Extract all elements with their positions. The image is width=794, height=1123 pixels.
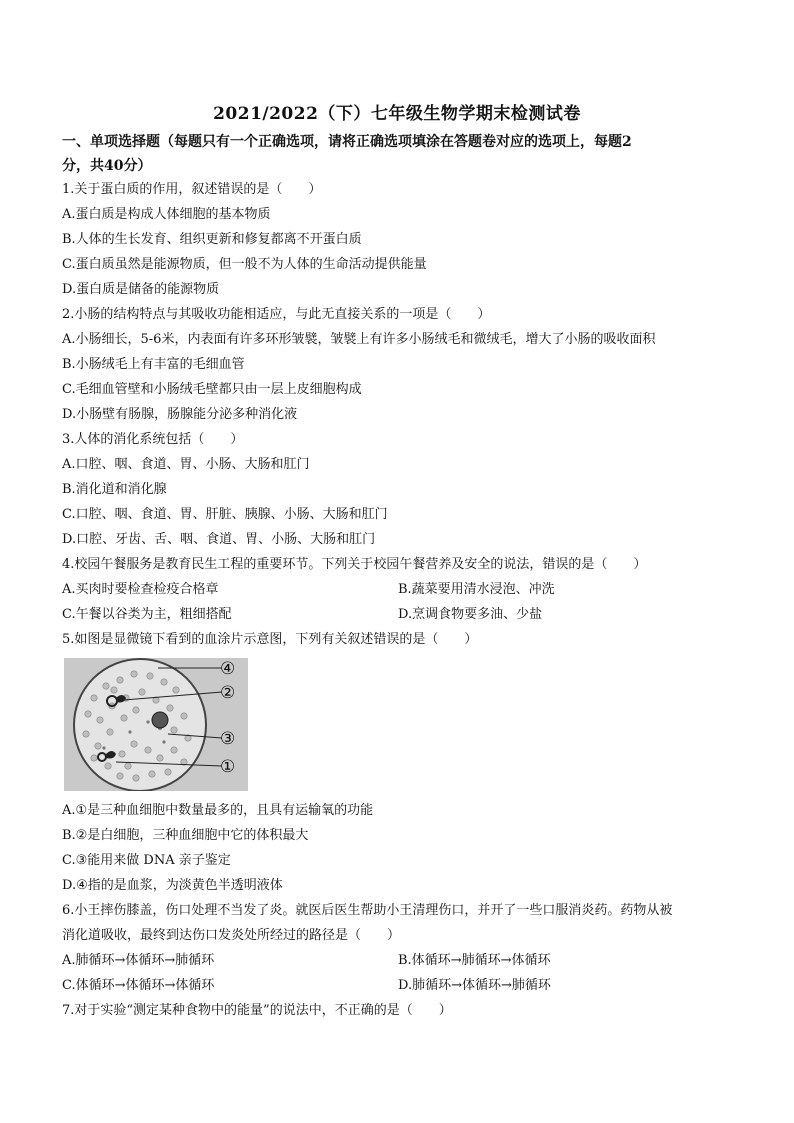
question-5-option-c: C.③能用来做 DNA 亲子鉴定 <box>62 853 231 868</box>
question-3-option-a: A.口腔、咽、食道、胃、小肠、大肠和肛门 <box>62 457 310 472</box>
question-4-stem: 4.校园午餐服务是教育民生工程的重要环节。下列关于校园午餐营养及安全的说法，错误的是（ ） <box>62 557 647 572</box>
blood-smear-illustration <box>64 658 248 791</box>
question-2-stem: 2.小肠的结构特点与其吸收功能相适应，与此无直接关系的一项是（ ） <box>62 307 491 322</box>
question-1-option-b: B.人体的生长发育、组织更新和修复都离不开蛋白质 <box>62 232 362 247</box>
question-1-option-c: C.蛋白质虽然是能源物质，但一般不为人体的生命活动提供能量 <box>62 257 427 272</box>
blood-smear-figure <box>64 658 248 791</box>
question-7-stem: 7.对于实验“测定某种食物中的能量”的说法中，不正确的是（ ） <box>62 1003 452 1018</box>
figure-label-3: ③ <box>220 729 236 749</box>
question-1-option-d: D.蛋白质是储备的能源物质 <box>62 282 220 297</box>
question-6-option-d: D.肺循环→体循环→肺循环 <box>398 978 551 993</box>
question-1-option-a: A.蛋白质是构成人体细胞的基本物质 <box>62 207 271 222</box>
figure-label-1: ① <box>220 757 236 777</box>
question-6-stem: 6.小王摔伤膝盖，伤口处理不当发了炎。就医后医生帮助小王清理伤口，并开了一些口服消炎药。药物从被 <box>62 903 673 918</box>
figure-label-2: ② <box>220 683 236 703</box>
question-5-option-a: A.①是三种血细胞中数量最多的，且具有运输氧的功能 <box>62 803 374 818</box>
question-5-stem: 5.如图是显微镜下看到的血涂片示意图，下列有关叙述错误的是（ ） <box>62 632 478 647</box>
question-3-option-d: D.口腔、牙齿、舌、咽、食道、胃、小肠、大肠和肛门 <box>62 532 376 547</box>
question-4-option-a: A.买肉时要检查检疫合格章 <box>62 582 219 597</box>
section-heading-1: 一、单项选择题（每题只有一个正确选项，请将正确选项填涂在答题卷对应的选项上，每题2 <box>62 134 632 150</box>
question-4-option-c: C.午餐以谷类为主，粗细搭配 <box>62 607 232 622</box>
question-2-option-c: C.毛细血管壁和小肠绒毛壁都只由一层上皮细胞构成 <box>62 382 362 397</box>
section-heading-2: 分，共40分） <box>62 158 152 174</box>
question-3-option-c: C.口腔、咽、食道、胃、肝脏、胰腺、小肠、大肠和肛门 <box>62 507 388 522</box>
question-2-option-b: B.小肠绒毛上有丰富的毛细血管 <box>62 357 245 372</box>
question-2-option-d: D.小肠壁有肠腺，肠腺能分泌多种消化液 <box>62 407 298 422</box>
question-3-option-b: B.消化道和消化腺 <box>62 482 167 497</box>
question-5-option-d: D.④指的是血浆，为淡黄色半透明液体 <box>62 878 283 893</box>
question-6-stem-cont: 消化道吸收，最终到达伤口发炎处所经过的路径是（ ） <box>62 928 401 943</box>
page-title: 2021/2022（下）七年级生物学期末检测试卷 <box>213 104 581 124</box>
question-6-option-c: C.体循环→体循环→体循环 <box>62 978 215 993</box>
question-6-option-b: B.体循环→肺循环→体循环 <box>398 953 551 968</box>
question-1-stem: 1.关于蛋白质的作用，叙述错误的是（ ） <box>62 182 322 197</box>
question-5-option-b: B.②是白细胞，三种血细胞中它的体积最大 <box>62 828 309 843</box>
question-3-stem: 3.人体的消化系统包括（ ） <box>62 432 244 447</box>
question-2-option-a: A.小肠细长，5-6米，内表面有许多环形皱襞，皱襞上有许多小肠绒毛和微绒毛，增大了小肠的吸收面积 <box>62 332 656 347</box>
figure-label-4: ④ <box>220 659 236 679</box>
question-6-option-a: A.肺循环→体循环→肺循环 <box>62 953 215 968</box>
question-4-option-b: B.蔬菜要用清水浸泡、冲洗 <box>398 582 555 597</box>
question-4-option-d: D.烹调食物要多油、少盐 <box>398 607 543 622</box>
